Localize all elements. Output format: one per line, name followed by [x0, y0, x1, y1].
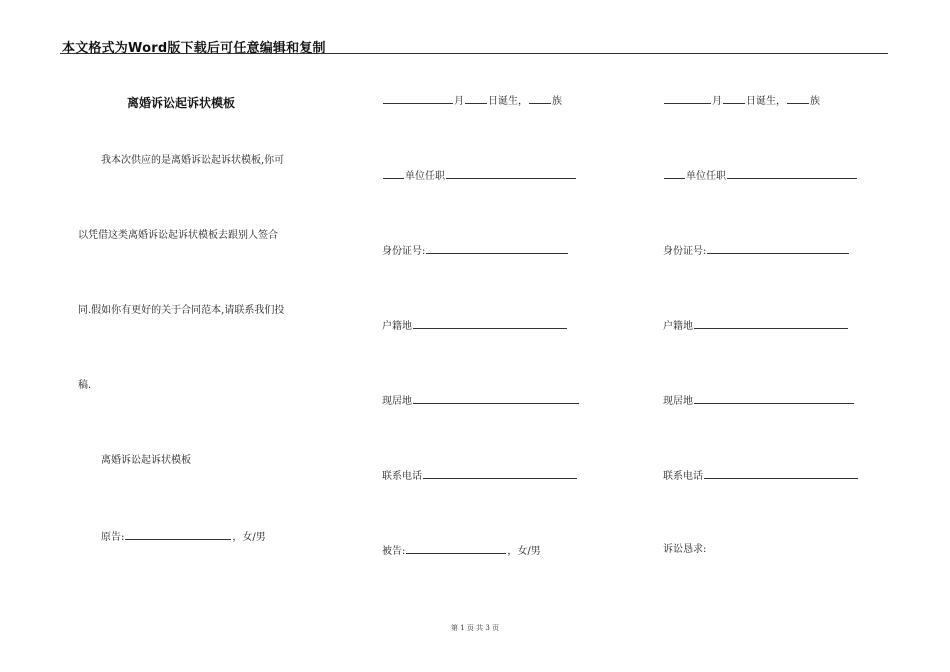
- intro-line-2: 以凭借这类离婚诉讼起诉状模板去跟别人签合: [78, 230, 278, 241]
- right-birth-day-label: 日诞生，: [746, 96, 786, 107]
- right-work-unit-blank: [727, 169, 857, 179]
- right-birth-month-blank: [723, 94, 745, 104]
- intro-line-3: 同.假如你有更好的关于合同范本,请联系我们投: [78, 305, 285, 316]
- right-work-unit-pre-blank: [664, 169, 685, 179]
- plaintiff-label: 原告:: [101, 532, 125, 543]
- right-id-blank: [707, 244, 849, 254]
- right-residence-label: 现居地: [663, 396, 693, 407]
- right-birth-year-blank: [664, 94, 711, 104]
- mid-work-unit-label: 单位任职: [405, 171, 445, 182]
- right-phone-row: [663, 469, 859, 483]
- mid-household-label: 户籍地: [382, 321, 412, 332]
- right-household-label: 户籍地: [663, 321, 693, 332]
- mid-household-blank: [413, 319, 567, 329]
- section-subtitle: 离婚诉讼起诉状模板: [101, 455, 191, 466]
- defendant-row: [382, 544, 541, 558]
- mid-phone-blank: [423, 469, 577, 479]
- right-phone-blank: [704, 469, 858, 479]
- page-number: 第 1 页 共 3 页: [450, 624, 500, 632]
- right-birth-month-label: 月: [712, 96, 722, 107]
- mid-birth-year-blank: [383, 94, 453, 104]
- header-divider: [60, 53, 888, 54]
- mid-id-label: 身份证号:: [382, 246, 426, 257]
- defendant-label: 被告:: [382, 546, 406, 557]
- document-header-title: 本文格式为Word版下载后可任意编辑和复制: [62, 41, 326, 56]
- mid-birth-row: [382, 94, 562, 108]
- plaintiff-name-blank: [125, 530, 231, 540]
- right-household-blank: [694, 319, 848, 329]
- mid-ethnicity-blank: [529, 94, 551, 104]
- mid-birth-month-blank: [465, 94, 487, 104]
- mid-household-row: [382, 319, 568, 333]
- right-id-row: [663, 244, 850, 258]
- right-birth-row: [663, 94, 820, 108]
- plaintiff-row: [101, 530, 266, 544]
- mid-work-unit-blank: [446, 169, 576, 179]
- mid-work-unit-pre-blank: [383, 169, 404, 179]
- right-household-row: [663, 319, 849, 333]
- mid-birth-month-label: 月: [454, 96, 464, 107]
- defendant-name-blank: [406, 544, 506, 554]
- mid-phone-label: 联系电话: [382, 471, 422, 482]
- right-claims-label: 诉讼恳求:: [663, 544, 707, 555]
- mid-work-unit-row: [382, 169, 577, 183]
- mid-id-blank: [426, 244, 568, 254]
- intro-line-1: 我本次供应的是离婚诉讼起诉状模板,你可: [101, 155, 285, 166]
- mid-birth-day-label: 日诞生，: [488, 96, 528, 107]
- document-title: 离婚诉讼起诉状模板: [127, 96, 236, 110]
- right-work-unit-label: 单位任职: [686, 171, 726, 182]
- mid-ethnicity-label: 族: [552, 96, 562, 107]
- mid-id-row: [382, 244, 569, 258]
- right-ethnicity-blank: [787, 94, 809, 104]
- right-work-unit-row: [663, 169, 858, 183]
- mid-residence-blank: [413, 394, 579, 404]
- right-residence-row: [663, 394, 855, 408]
- right-residence-blank: [694, 394, 854, 404]
- mid-phone-row: [382, 469, 578, 483]
- defendant-gender: ，女/男: [507, 546, 541, 557]
- right-id-label: 身份证号:: [663, 246, 707, 257]
- mid-residence-row: [382, 394, 580, 408]
- intro-line-4: 稿.: [78, 380, 92, 391]
- right-phone-label: 联系电话: [663, 471, 703, 482]
- plaintiff-gender: ，女/男: [232, 532, 266, 543]
- right-ethnicity-label: 族: [810, 96, 820, 107]
- mid-residence-label: 现居地: [382, 396, 412, 407]
